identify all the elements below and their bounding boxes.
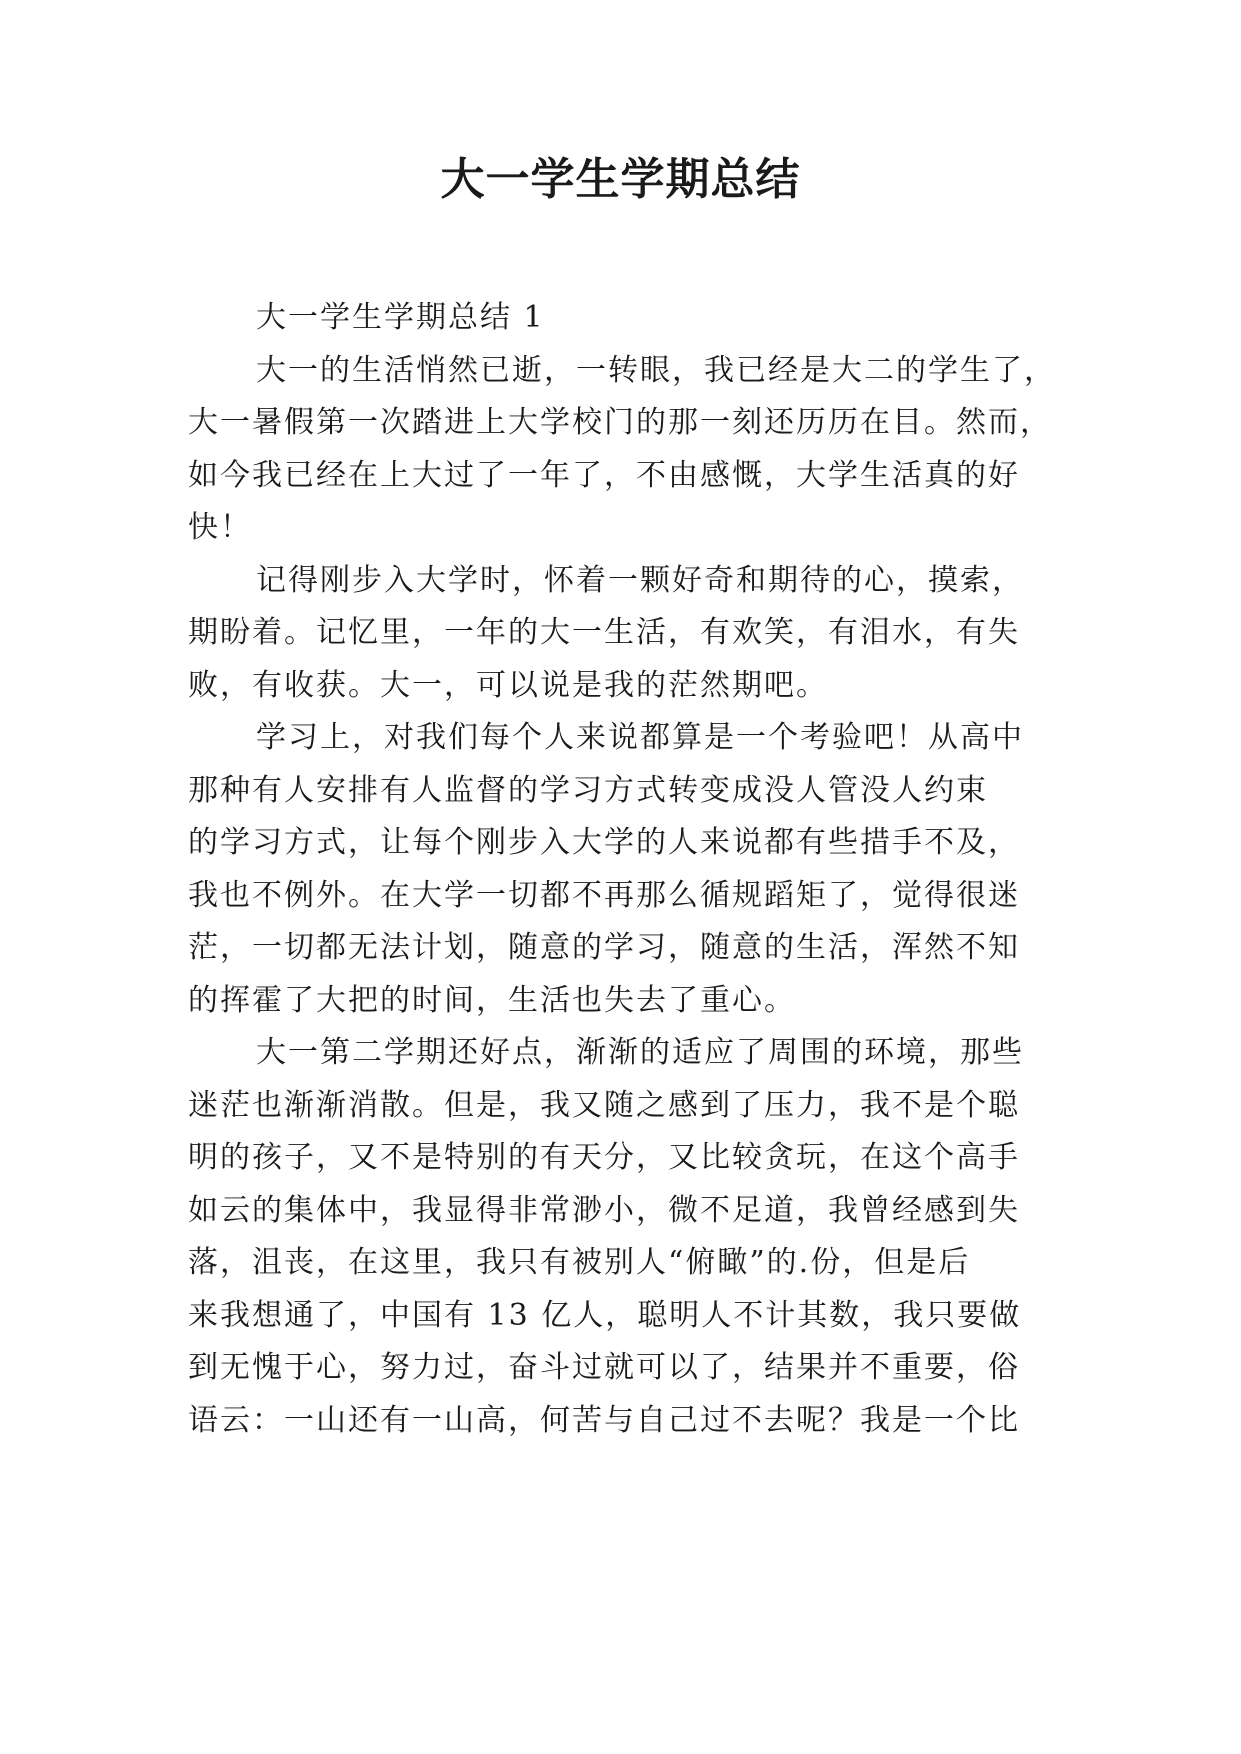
text-line: 语云：一山还有一山高，何苦与自己过不去呢？我是一个比 [188, 1402, 1020, 1438]
text-line: 记得刚步入大学时，怀着一颗好奇和期待的心，摸索， [256, 562, 1024, 598]
text-line: 如今我已经在上大过了一年了，不由感慨，大学生活真的好 [188, 457, 1020, 493]
document-body [188, 292, 1058, 1447]
text-line: 如云的集体中，我显得非常渺小，微不足道，我曾经感到失 [188, 1192, 1020, 1228]
document-title: 大一学生学期总结 [440, 154, 801, 205]
text-line: 来我想通了，中国有 13 亿人，聪明人不计其数，我只要做 [188, 1297, 1022, 1333]
text-line: 大一第二学期还好点，渐渐的适应了周围的环境，那些 [256, 1035, 1024, 1070]
text-line: 大一学生学期总结 1 [256, 300, 545, 335]
text-line: 学习上，对我们每个人来说都算是一个考验吧！从高中 [256, 720, 1024, 755]
text-line: 迷茫也渐渐消散。但是，我又随之感到了压力，我不是个聪 [188, 1087, 1020, 1123]
text-line: 大一暑假第一次踏进上大学校门的那一刻还历历在目。然而， [188, 405, 1052, 440]
text-line: 败，有收获。大一，可以说是我的茫然期吧。 [188, 667, 828, 703]
text-line: 落，沮丧，在这里，我只有被别人“俯瞰”的.份，但是后 [188, 1245, 971, 1280]
text-line: 期盼着。记忆里，一年的大一生活，有欢笑，有泪水，有失 [188, 615, 1020, 650]
text-line: 那种有人安排有人监督的学习方式转变成没人管没人约束 [188, 772, 988, 808]
text-line: 我也不例外。在大学一切都不再那么循规蹈矩了，觉得很迷 [188, 877, 1020, 913]
text-line: 到无愧于心，努力过，奋斗过就可以了，结果并不重要，俗 [188, 1350, 1020, 1385]
text-line: 茫，一切都无法计划，随意的学习，随意的生活，浑然不知 [188, 930, 1020, 965]
text-line: 的挥霍了大把的时间，生活也失去了重心。 [188, 982, 796, 1018]
text-line: 明的孩子，又不是特别的有天分，又比较贪玩，在这个高手 [188, 1140, 1020, 1175]
text-line: 大一的生活悄然已逝，一转眼，我已经是大二的学生了， [256, 352, 1056, 388]
text-line: 快！ [188, 510, 252, 545]
text-line: 的学习方式，让每个刚步入大学的人来说都有些措手不及， [188, 825, 1020, 860]
